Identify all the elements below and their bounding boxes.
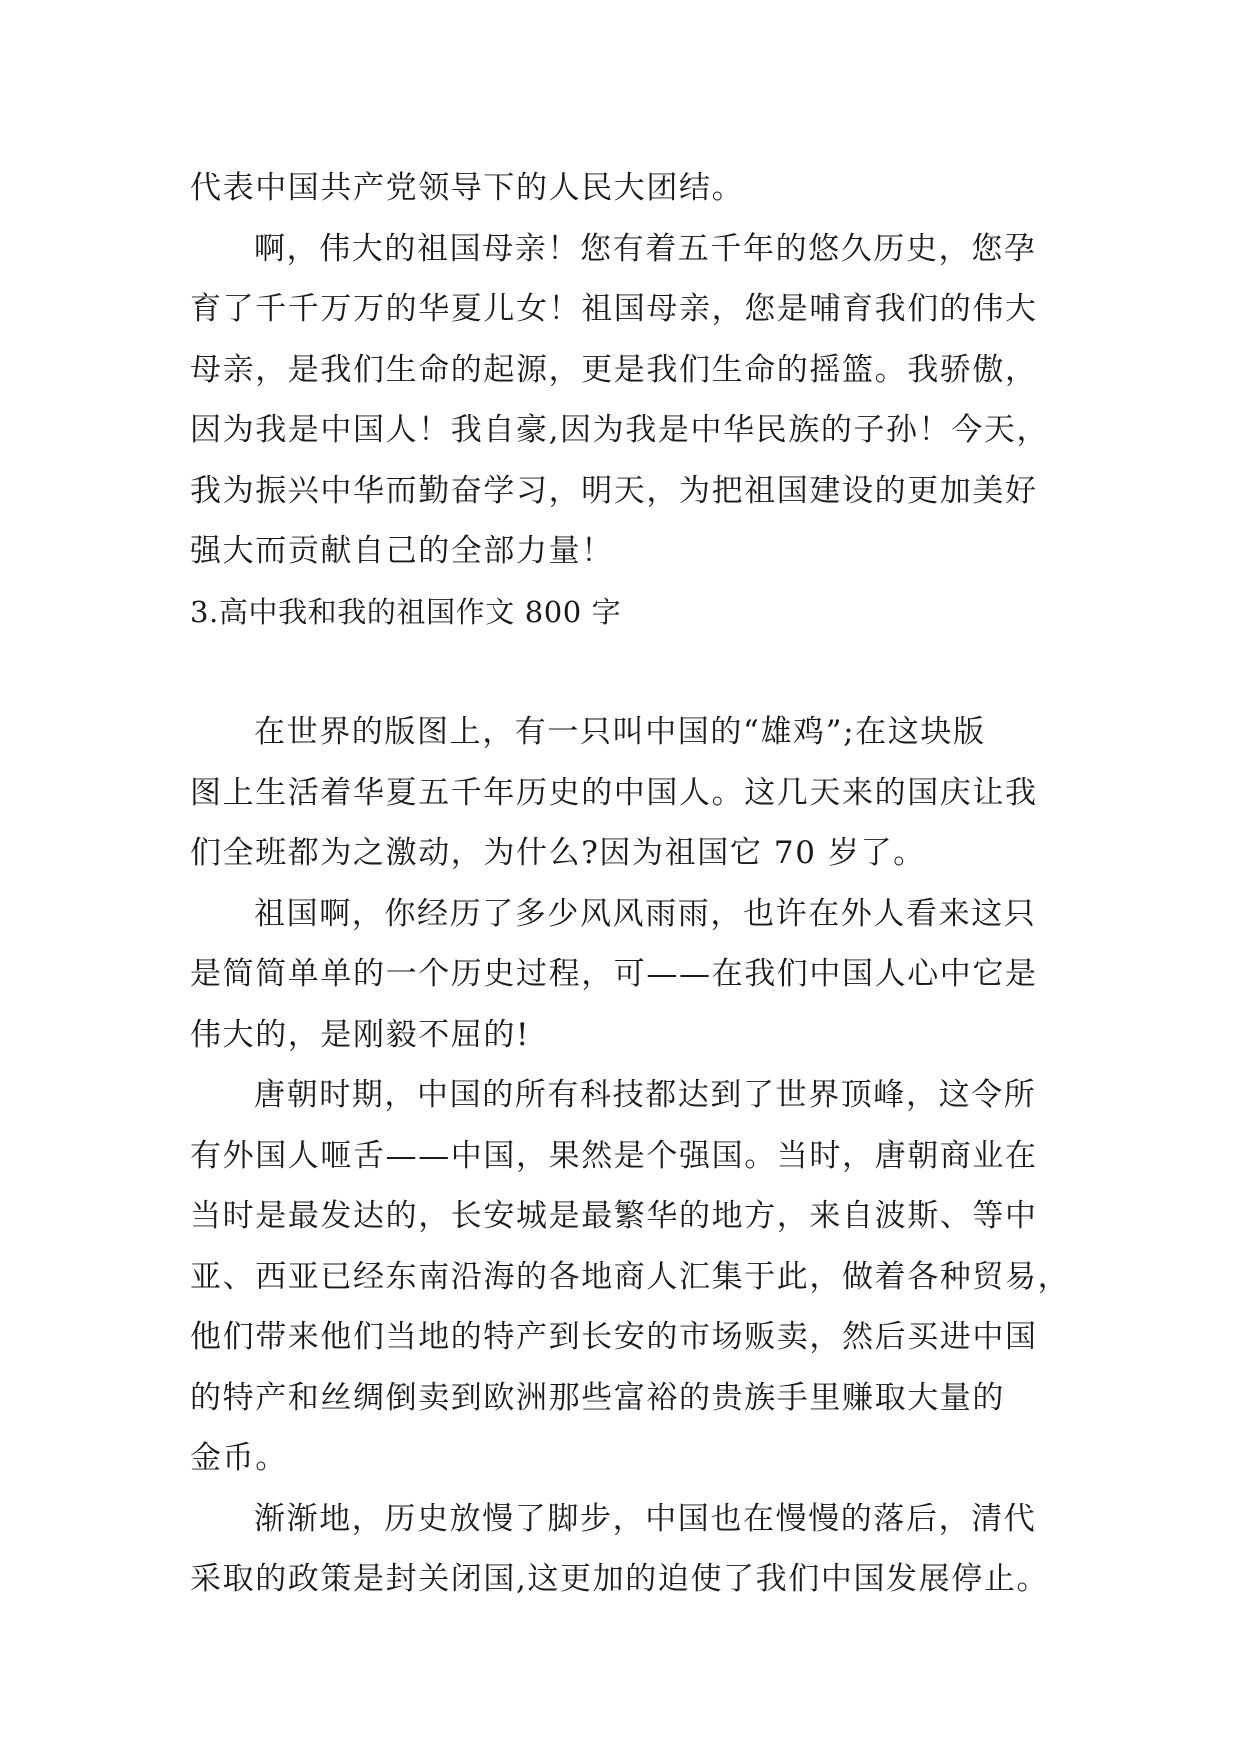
text-line: 们全班都为之激动，为什么?因为祖国它 70 岁了。 (190, 835, 926, 871)
document-page (190, 158, 1071, 1610)
text-line: 唐朝时期，中国的所有科技都达到了世界顶峰，这令所 (254, 1077, 1037, 1113)
text-line: 代表中国共产党领导下的人民大团结。 (190, 170, 745, 206)
text-line: 育了千千万万的华夏儿女！祖国母亲，您是哺育我们的伟大 (190, 291, 1038, 327)
paragraph-qing-decline (190, 1489, 1060, 1610)
text-line: 的特产和丝绸倒卖到欧洲那些富裕的贵族手里赚取大量的 (190, 1379, 1005, 1416)
text-line: 当时是最发达的，长安城是最繁华的地方，来自波斯、等中 (190, 1198, 1038, 1234)
text-line: 祖国啊，你经历了多少风风雨雨，也许在外人看来这只 (254, 895, 1037, 932)
text-line: 因为我是中国人！我自豪,因为我是中华民族的子孙！今天， (190, 412, 1050, 448)
text-line: 他们带来他们当地的特产到长安的市场贩卖，然后买进中国 (190, 1319, 1038, 1355)
blank-line (190, 642, 1060, 702)
text-line: 渐渐地，历史放慢了脚步，中国也在慢慢的落后，清代 (254, 1500, 1037, 1537)
paragraph-world-map (190, 702, 1060, 884)
text-line: 我为振兴中华而勤奋学习，明天，为把祖国建设的更加美好 (190, 472, 1038, 509)
text-line: 是简简单单的一个历史过程，可——在我们中国人心中它是 (190, 956, 1038, 992)
paragraph-tang-dynasty (190, 1065, 1071, 1489)
text-line: 强大而贡献自己的全部力量！ (190, 533, 614, 569)
text-line: 金币。 (190, 1440, 288, 1476)
section-heading: 3.高中我和我的祖国作文 800 字 (190, 594, 622, 629)
text-line: 母亲，是我们生命的起源，更是我们生命的摇篮。我骄傲， (190, 351, 1038, 388)
intro-paragraph (190, 158, 1060, 219)
text-line: 图上生活着华夏五千年历史的中国人。这几天来的国庆让我 (190, 774, 1038, 811)
text-line: 采取的政策是封关闭国,这更加的迫使了我们中国发展停止。 (190, 1561, 1050, 1597)
paragraph-motherland-praise (190, 219, 1060, 582)
text-line: 在世界的版图上，有一只叫中国的“雄鸡”;在这块版 (254, 714, 986, 750)
text-line: 伟大的，是刚毅不屈的! (190, 1016, 531, 1053)
text-line: 啊，伟大的祖国母亲！您有着五千年的悠久历史，您孕 (254, 230, 1037, 267)
text-line: 有外国人咂舌——中国，果然是个强国。当时，唐朝商业在 (190, 1137, 1038, 1174)
text-line: 亚、西亚已经东南沿海的各地商人汇集于此，做着各种贸易， (190, 1258, 1071, 1295)
paragraph-history-trials (190, 884, 1060, 1066)
